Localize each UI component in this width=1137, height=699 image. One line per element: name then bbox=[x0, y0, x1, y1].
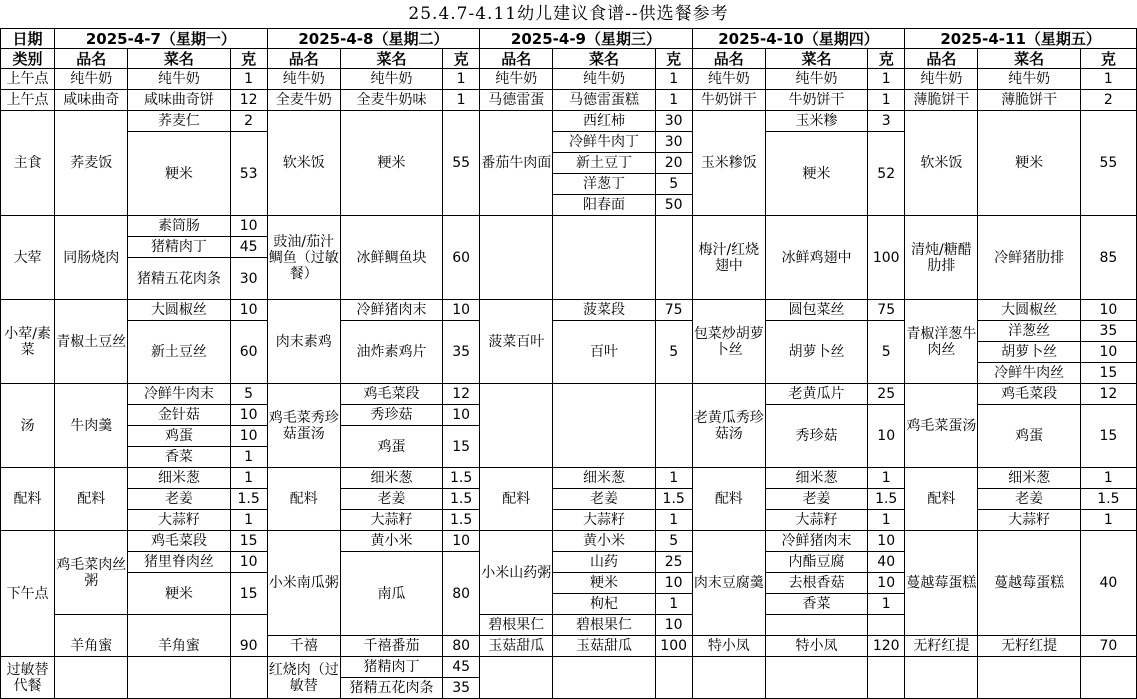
ingredient-cell: 洋葱丁 bbox=[553, 174, 655, 195]
gram-cell: 40 bbox=[868, 552, 905, 573]
ingredient-cell: 菠菜段 bbox=[553, 300, 655, 321]
dish-cell: 红烧肉（过敏替 bbox=[267, 657, 340, 699]
ingredient-cell: 老姜 bbox=[340, 489, 442, 510]
ingredient-cell: 冷鲜猪肋排 bbox=[978, 216, 1080, 300]
dish-cell: 牛肉羹 bbox=[55, 384, 128, 468]
gram-cell: 1 bbox=[655, 69, 692, 90]
ingredient-cell: 马德雷蛋糕 bbox=[553, 90, 655, 111]
dish-cell: 老黄瓜秀珍菇汤 bbox=[692, 384, 765, 468]
ingredient-cell: 猪精五花肉条 bbox=[340, 678, 442, 699]
gram-cell: 20 bbox=[655, 153, 692, 174]
gram-cell: 10 bbox=[443, 300, 480, 321]
ingredient-cell: 玉菇甜瓜 bbox=[553, 636, 655, 657]
gram-cell: 45 bbox=[443, 657, 480, 678]
ingredient-cell: 猪里脊肉丝 bbox=[128, 552, 230, 573]
gram-cell: 25 bbox=[868, 384, 905, 405]
gram-cell: 70 bbox=[1080, 636, 1136, 657]
gram-cell: 10 bbox=[655, 573, 692, 594]
gram-cell bbox=[655, 384, 692, 468]
gram-cell: 80 bbox=[443, 636, 480, 657]
gram-cell: 10 bbox=[868, 573, 905, 594]
gram-header: 克 bbox=[868, 49, 905, 69]
ingredient-cell: 纯牛奶 bbox=[340, 69, 442, 90]
table-row bbox=[1, 468, 1137, 489]
gram-cell: 1.5 bbox=[443, 510, 480, 531]
ingredient-cell: 玉米糁 bbox=[765, 111, 867, 132]
table-row bbox=[1, 531, 1137, 552]
ingredient-cell: 老姜 bbox=[553, 489, 655, 510]
dish-cell: 鸡毛菜秀珍菇蛋汤 bbox=[267, 384, 340, 468]
ingredient-cell: 圆包菜丝 bbox=[765, 300, 867, 321]
gram-cell: 10 bbox=[1080, 300, 1136, 321]
dish-cell: 同肠烧肉 bbox=[55, 216, 128, 300]
ingredient-cell: 胡萝卜丝 bbox=[978, 342, 1080, 363]
column-header-row bbox=[1, 49, 1137, 69]
gram-cell: 10 bbox=[230, 426, 267, 447]
ingredient-cell: 细米葱 bbox=[128, 468, 230, 489]
ingredient-cell: 纯牛奶 bbox=[553, 69, 655, 90]
page-title: 25.4.7-4.11幼儿建议食谱--供选餐参考 bbox=[408, 4, 729, 24]
ingredient-cell: 西红柿 bbox=[553, 111, 655, 132]
dish-cell: 全麦牛奶 bbox=[267, 90, 340, 111]
gram-cell bbox=[230, 615, 267, 636]
gram-cell: 53 bbox=[230, 132, 267, 216]
gram-cell: 1 bbox=[655, 594, 692, 615]
gram-cell: 85 bbox=[1080, 216, 1136, 300]
ingredient-cell: 粳米 bbox=[340, 111, 442, 216]
dish-cell bbox=[905, 657, 978, 699]
gram-cell: 30 bbox=[655, 132, 692, 153]
ingredient-cell bbox=[553, 657, 655, 699]
gram-header: 克 bbox=[230, 49, 267, 69]
category-cell: 过敏替代餐 bbox=[1, 657, 55, 699]
ingredient-cell: 细米葱 bbox=[553, 468, 655, 489]
dish-cell: 薄脆饼干 bbox=[905, 90, 978, 111]
ingredient-cell bbox=[553, 216, 655, 300]
ingredient-cell: 鸡毛菜段 bbox=[978, 384, 1080, 405]
day-header: 2025-4-7（星期一） bbox=[55, 29, 268, 49]
ingredient-cell: 新土豆丝 bbox=[128, 321, 230, 384]
gram-cell: 1 bbox=[655, 90, 692, 111]
ingredient-cell: 粳米 bbox=[128, 573, 230, 615]
gram-cell: 5 bbox=[230, 384, 267, 405]
category-cell: 小荤/素菜 bbox=[1, 300, 55, 384]
date-label: 日期 bbox=[1, 29, 55, 49]
ingredient-cell: 纯牛奶 bbox=[765, 69, 867, 90]
ingredient-cell: 大蒜籽 bbox=[553, 510, 655, 531]
ingredient-cell: 洋葱丝 bbox=[978, 321, 1080, 342]
gram-cell: 15 bbox=[1080, 405, 1136, 468]
gram-cell: 10 bbox=[443, 405, 480, 426]
gram-cell: 10 bbox=[230, 300, 267, 321]
ingredient-cell: 胡萝卜丝 bbox=[765, 321, 867, 384]
table-row bbox=[1, 111, 1137, 132]
gram-cell: 50 bbox=[655, 195, 692, 216]
gram-cell: 5 bbox=[655, 531, 692, 552]
category-cell: 上午点 bbox=[1, 90, 55, 111]
dish-cell: 番茄牛肉面 bbox=[480, 111, 553, 216]
gram-cell: 3 bbox=[868, 111, 905, 132]
ingredient-cell: 老黄瓜片 bbox=[765, 384, 867, 405]
table-row bbox=[1, 300, 1137, 321]
gram-cell bbox=[655, 216, 692, 300]
category-label: 类别 bbox=[1, 49, 55, 69]
ingredient-cell: 鸡蛋 bbox=[978, 405, 1080, 468]
gram-cell: 1 bbox=[230, 69, 267, 90]
ingredient-cell: 去根香菇 bbox=[765, 573, 867, 594]
dish-cell: 梅汁/红烧翅中 bbox=[692, 216, 765, 300]
ingredient-cell: 冰鲜鲷鱼块 bbox=[340, 216, 442, 300]
gram-header: 克 bbox=[1080, 49, 1136, 69]
gram-cell: 2 bbox=[230, 111, 267, 132]
dish-cell: 青椒洋葱牛肉丝 bbox=[905, 300, 978, 384]
gram-cell: 10 bbox=[868, 531, 905, 552]
gram-cell: 100 bbox=[868, 216, 905, 300]
dish-cell: 配料 bbox=[905, 468, 978, 531]
gram-cell: 10 bbox=[230, 552, 267, 573]
dish-cell: 纯牛奶 bbox=[480, 69, 553, 90]
ingredient-cell: 冷鲜猪肉末 bbox=[340, 300, 442, 321]
ingredient-cell bbox=[978, 657, 1080, 699]
gram-cell: 1.5 bbox=[230, 489, 267, 510]
gram-header: 克 bbox=[443, 49, 480, 69]
gram-cell: 1 bbox=[1080, 510, 1136, 531]
gram-cell: 1 bbox=[1080, 468, 1136, 489]
gram-cell: 40 bbox=[1080, 531, 1136, 636]
gram-cell: 25 bbox=[655, 552, 692, 573]
gram-cell: 1 bbox=[868, 468, 905, 489]
ingredient-cell: 大蒜籽 bbox=[340, 510, 442, 531]
dish-header: 品名 bbox=[480, 49, 553, 69]
gram-cell: 55 bbox=[1080, 111, 1136, 216]
gram-cell: 1 bbox=[655, 510, 692, 531]
gram-cell: 30 bbox=[655, 111, 692, 132]
ingredient-cell: 粳米 bbox=[128, 132, 230, 216]
dish-cell: 荞麦饭 bbox=[55, 111, 128, 216]
ingredient-cell: 冷鲜牛肉末 bbox=[128, 384, 230, 405]
ingredient-cell: 香菜 bbox=[128, 447, 230, 468]
gram-cell: 5 bbox=[655, 321, 692, 384]
day-header: 2025-4-10（星期四） bbox=[692, 29, 905, 49]
gram-cell: 10 bbox=[868, 405, 905, 468]
dish-cell: 玉菇甜瓜 bbox=[480, 636, 553, 657]
dish-cell: 咸味曲奇 bbox=[55, 90, 128, 111]
gram-cell: 12 bbox=[230, 90, 267, 111]
ingredient-header: 菜名 bbox=[340, 49, 442, 69]
ingredient-cell: 纯牛奶 bbox=[128, 69, 230, 90]
gram-cell: 1 bbox=[868, 90, 905, 111]
gram-cell: 35 bbox=[443, 678, 480, 699]
dish-cell: 清炖/糖醋肋排 bbox=[905, 216, 978, 300]
ingredient-cell: 细米葱 bbox=[978, 468, 1080, 489]
gram-cell: 1 bbox=[230, 447, 267, 468]
gram-cell: 60 bbox=[443, 216, 480, 300]
dish-cell: 青椒土豆丝 bbox=[55, 300, 128, 384]
gram-cell: 1.5 bbox=[443, 489, 480, 510]
gram-cell: 15 bbox=[230, 531, 267, 552]
dish-cell: 鸡毛菜蛋汤 bbox=[905, 384, 978, 468]
dish-cell: 纯牛奶 bbox=[692, 69, 765, 90]
ingredient-cell: 新土豆丁 bbox=[553, 153, 655, 174]
ingredient-cell: 鸡蛋 bbox=[340, 426, 442, 468]
gram-cell: 15 bbox=[1080, 363, 1136, 384]
dish-cell: 配料 bbox=[55, 468, 128, 531]
gram-cell: 1 bbox=[1080, 69, 1136, 90]
category-cell: 汤 bbox=[1, 384, 55, 468]
gram-cell: 55 bbox=[443, 111, 480, 216]
dish-cell: 肉末豆腐羹 bbox=[692, 531, 765, 636]
day-header: 2025-4-11（星期五） bbox=[905, 29, 1137, 49]
gram-cell bbox=[868, 657, 905, 699]
dish-cell bbox=[480, 216, 553, 300]
gram-cell: 2 bbox=[1080, 90, 1136, 111]
ingredient-header: 菜名 bbox=[978, 49, 1080, 69]
ingredient-cell bbox=[128, 657, 230, 699]
gram-cell: 1.5 bbox=[443, 468, 480, 489]
ingredient-cell: 老姜 bbox=[765, 489, 867, 510]
gram-cell: 1 bbox=[868, 594, 905, 615]
ingredient-cell: 阳春面 bbox=[553, 195, 655, 216]
gram-cell bbox=[1080, 657, 1136, 699]
gram-cell: 5 bbox=[868, 321, 905, 384]
gram-cell: 15 bbox=[443, 426, 480, 468]
ingredient-cell: 特小凤 bbox=[765, 636, 867, 657]
fruit-row bbox=[1, 636, 1137, 657]
dish-header: 品名 bbox=[905, 49, 978, 69]
dish-cell: 马德雷蛋 bbox=[480, 90, 553, 111]
dish-cell: 小米山药粥 bbox=[480, 531, 553, 615]
gram-cell: 10 bbox=[230, 216, 267, 237]
dish-cell: 软米饭 bbox=[267, 111, 340, 216]
ingredient-cell: 枸杞 bbox=[553, 594, 655, 615]
ingredient-cell: 粳米 bbox=[765, 132, 867, 216]
dish-cell: 小米南瓜粥 bbox=[267, 531, 340, 636]
ingredient-cell: 山药 bbox=[553, 552, 655, 573]
gram-cell: 80 bbox=[443, 552, 480, 636]
ingredient-cell: 冷鲜牛肉丝 bbox=[978, 363, 1080, 384]
gram-cell: 100 bbox=[655, 636, 692, 657]
dish-cell: 蔓越莓蛋糕 bbox=[905, 531, 978, 636]
gram-cell: 12 bbox=[443, 384, 480, 405]
dish-cell: 肉末素鸡 bbox=[267, 300, 340, 384]
gram-cell: 1 bbox=[443, 69, 480, 90]
ingredient-cell: 碧根果仁 bbox=[553, 615, 655, 636]
ingredient-cell: 金针菇 bbox=[128, 405, 230, 426]
ingredient-cell: 黄小米 bbox=[553, 531, 655, 552]
gram-cell bbox=[655, 657, 692, 699]
ingredient-cell: 冷鲜猪肉末 bbox=[765, 531, 867, 552]
gram-cell: 10 bbox=[655, 615, 692, 636]
dish-cell bbox=[55, 615, 128, 636]
table-row bbox=[1, 216, 1137, 237]
ingredient-cell: 老姜 bbox=[978, 489, 1080, 510]
ingredient-cell: 百叶 bbox=[553, 321, 655, 384]
ingredient-header: 菜名 bbox=[128, 49, 230, 69]
table-row bbox=[1, 657, 1137, 678]
gram-cell: 35 bbox=[1080, 321, 1136, 342]
ingredient-cell: 无籽红提 bbox=[978, 636, 1080, 657]
ingredient-cell: 冷鲜牛肉丁 bbox=[553, 132, 655, 153]
dish-cell: 羊角蜜 bbox=[55, 636, 128, 657]
dish-cell: 纯牛奶 bbox=[905, 69, 978, 90]
gram-header: 克 bbox=[655, 49, 692, 69]
gram-cell: 5 bbox=[655, 174, 692, 195]
gram-cell: 90 bbox=[230, 636, 267, 657]
ingredient-header: 菜名 bbox=[765, 49, 867, 69]
gram-cell: 1.5 bbox=[1080, 489, 1136, 510]
dish-cell bbox=[480, 384, 553, 468]
dish-cell bbox=[692, 657, 765, 699]
ingredient-cell: 鸡蛋 bbox=[128, 426, 230, 447]
gram-cell: 10 bbox=[443, 531, 480, 552]
gram-cell: 75 bbox=[868, 300, 905, 321]
day-header: 2025-4-9（星期三） bbox=[480, 29, 693, 49]
dish-cell: 配料 bbox=[692, 468, 765, 531]
dish-cell: 软米饭 bbox=[905, 111, 978, 216]
ingredient-cell: 千禧番茄 bbox=[340, 636, 442, 657]
gram-cell: 10 bbox=[1080, 342, 1136, 363]
category-cell: 配料 bbox=[1, 468, 55, 531]
ingredient-cell: 细米葱 bbox=[340, 468, 442, 489]
table-row bbox=[1, 69, 1137, 90]
gram-cell: 120 bbox=[868, 636, 905, 657]
gram-cell: 52 bbox=[868, 132, 905, 216]
gram-cell: 10 bbox=[230, 405, 267, 426]
gram-cell: 60 bbox=[230, 321, 267, 384]
dish-cell: 玉米糁饭 bbox=[692, 111, 765, 216]
ingredient-cell: 咸味曲奇饼 bbox=[128, 90, 230, 111]
dish-cell: 碧根果仁 bbox=[480, 615, 553, 636]
ingredient-cell: 老姜 bbox=[128, 489, 230, 510]
dish-cell: 无籽红提 bbox=[905, 636, 978, 657]
gram-cell: 1 bbox=[443, 90, 480, 111]
gram-cell: 1 bbox=[655, 468, 692, 489]
table-row bbox=[1, 90, 1137, 111]
ingredient-cell bbox=[128, 615, 230, 636]
ingredient-header: 菜名 bbox=[553, 49, 655, 69]
ingredient-cell: 蔓越莓蛋糕 bbox=[978, 531, 1080, 636]
dish-cell bbox=[480, 657, 553, 699]
ingredient-cell: 素筒肠 bbox=[128, 216, 230, 237]
dish-header: 品名 bbox=[267, 49, 340, 69]
menu-table bbox=[0, 28, 1137, 699]
ingredient-cell: 油炸素鸡片 bbox=[340, 321, 442, 384]
ingredient-cell: 内酯豆腐 bbox=[765, 552, 867, 573]
date-row bbox=[1, 29, 1137, 49]
dish-cell: 菠菜百叶 bbox=[480, 300, 553, 384]
ingredient-cell: 全麦牛奶味 bbox=[340, 90, 442, 111]
ingredient-cell: 大蒜籽 bbox=[765, 510, 867, 531]
gram-cell: 15 bbox=[230, 573, 267, 615]
dish-header: 品名 bbox=[692, 49, 765, 69]
ingredient-cell: 粳米 bbox=[978, 111, 1080, 216]
dish-cell: 鸡毛菜肉丝粥 bbox=[55, 531, 128, 615]
dish-cell: 特小凤 bbox=[692, 636, 765, 657]
ingredient-cell: 香菜 bbox=[765, 594, 867, 615]
gram-cell: 1.5 bbox=[868, 489, 905, 510]
gram-cell: 75 bbox=[655, 300, 692, 321]
ingredient-cell: 牛奶饼干 bbox=[765, 90, 867, 111]
ingredient-cell: 荞麦仁 bbox=[128, 111, 230, 132]
ingredient-cell bbox=[765, 615, 867, 636]
ingredient-cell: 细米葱 bbox=[765, 468, 867, 489]
ingredient-cell: 羊角蜜 bbox=[128, 636, 230, 657]
ingredient-cell: 大圆椒丝 bbox=[978, 300, 1080, 321]
ingredient-cell: 大蒜籽 bbox=[978, 510, 1080, 531]
ingredient-cell: 纯牛奶 bbox=[978, 69, 1080, 90]
dish-cell: 千禧 bbox=[267, 636, 340, 657]
ingredient-cell: 秀珍菇 bbox=[340, 405, 442, 426]
gram-cell: 12 bbox=[1080, 384, 1136, 405]
category-cell: 下午点 bbox=[1, 531, 55, 657]
ingredient-cell bbox=[765, 657, 867, 699]
gram-cell: 1 bbox=[868, 510, 905, 531]
dish-cell: 包菜炒胡萝卜丝 bbox=[692, 300, 765, 384]
ingredient-cell: 鸡毛菜段 bbox=[128, 531, 230, 552]
ingredient-cell: 薄脆饼干 bbox=[978, 90, 1080, 111]
category-cell: 大荤 bbox=[1, 216, 55, 300]
ingredient-cell: 大圆椒丝 bbox=[128, 300, 230, 321]
ingredient-cell: 鸡毛菜段 bbox=[340, 384, 442, 405]
gram-cell: 1 bbox=[230, 468, 267, 489]
dish-cell bbox=[55, 657, 128, 699]
category-cell: 主食 bbox=[1, 111, 55, 216]
gram-cell: 1 bbox=[230, 510, 267, 531]
ingredient-cell: 南瓜 bbox=[340, 552, 442, 636]
ingredient-cell: 猪精肉丁 bbox=[340, 657, 442, 678]
gram-cell: 1 bbox=[868, 69, 905, 90]
gram-cell: 35 bbox=[443, 321, 480, 384]
day-header: 2025-4-8（星期二） bbox=[267, 29, 480, 49]
dish-cell: 配料 bbox=[267, 468, 340, 531]
gram-cell: 1.5 bbox=[655, 489, 692, 510]
dish-cell: 配料 bbox=[480, 468, 553, 531]
ingredient-cell: 冰鲜鸡翅中 bbox=[765, 216, 867, 300]
ingredient-cell: 秀珍菇 bbox=[765, 405, 867, 468]
table-row bbox=[1, 384, 1137, 405]
ingredient-cell: 粳米 bbox=[553, 573, 655, 594]
gram-cell: 45 bbox=[230, 237, 267, 258]
category-cell: 上午点 bbox=[1, 69, 55, 90]
dish-cell: 豉油/茄汁鲷鱼（过敏餐） bbox=[267, 216, 340, 300]
dish-cell: 纯牛奶 bbox=[267, 69, 340, 90]
ingredient-cell: 大蒜籽 bbox=[128, 510, 230, 531]
ingredient-cell: 猪精肉丁 bbox=[128, 237, 230, 258]
gram-cell: 30 bbox=[230, 258, 267, 300]
dish-cell: 牛奶饼干 bbox=[692, 90, 765, 111]
dish-header: 品名 bbox=[55, 49, 128, 69]
gram-cell bbox=[868, 615, 905, 636]
ingredient-cell bbox=[553, 384, 655, 468]
ingredient-cell: 猪精五花肉条 bbox=[128, 258, 230, 300]
gram-cell bbox=[230, 657, 267, 699]
dish-cell: 纯牛奶 bbox=[55, 69, 128, 90]
ingredient-cell: 黄小米 bbox=[340, 531, 442, 552]
